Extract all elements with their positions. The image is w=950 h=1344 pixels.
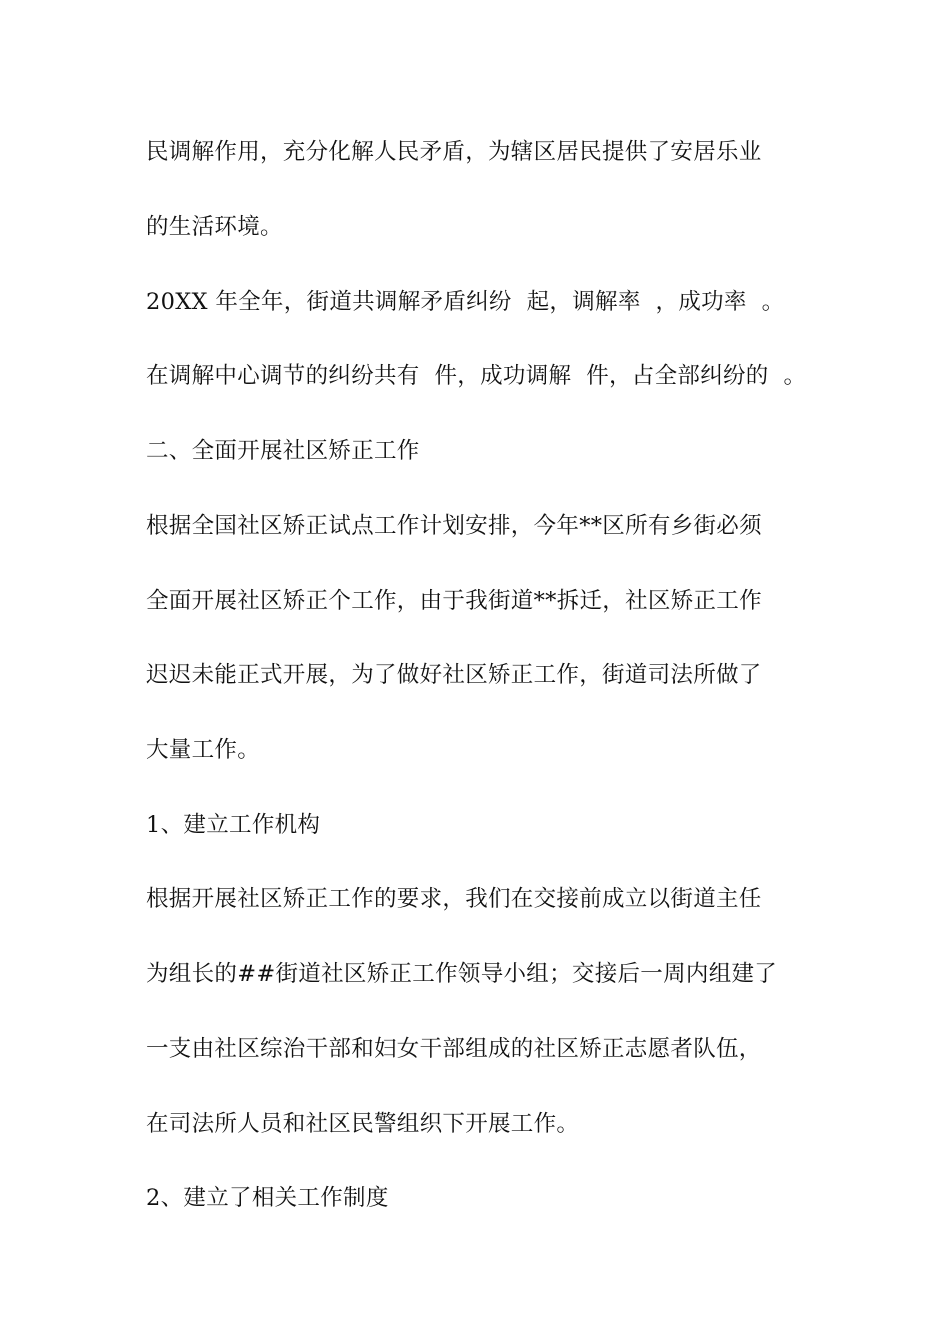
body-paragraph-line: 迟迟未能正式开展，为了做好社区矫正工作，街道司法所做了 [146,662,762,688]
body-paragraph-line: 的生活环境。 [146,214,283,240]
body-paragraph-line: 20XX 年全年，街道共调解矛盾纠纷 起，调解率 ，成功率 。 [146,289,785,315]
body-paragraph-line: 民调解作用，充分化解人民矛盾，为辖区居民提供了安居乐业 [146,139,762,165]
body-paragraph-line: 大量工作。 [146,737,261,763]
subsection-heading: 2、建立了相关工作制度 [146,1185,389,1211]
body-paragraph-line: 在司法所人员和社区民警组织下开展工作。 [146,1111,580,1137]
body-paragraph-line: 在调解中心调节的纠纷共有 件，成功调解 件，占全部纠纷的 。 [146,363,807,389]
subsection-heading: 1、建立工作机构 [146,812,321,838]
body-paragraph-line: 为组长的##街道社区矫正工作领导小组；交接后一周内组建了 [146,961,778,987]
body-paragraph-line: 根据全国社区矫正试点工作计划安排，今年**区所有乡街必须 [146,513,762,539]
body-paragraph-line: 全面开展社区矫正个工作，由于我街道**拆迁，社区矫正工作 [146,588,762,614]
body-paragraph-line: 根据开展社区矫正工作的要求，我们在交接前成立以街道主任 [146,886,762,912]
body-paragraph-line: 一支由社区综治干部和妇女干部组成的社区矫正志愿者队伍， [146,1036,762,1062]
section-heading: 二、全面开展社区矫正工作 [146,438,420,464]
